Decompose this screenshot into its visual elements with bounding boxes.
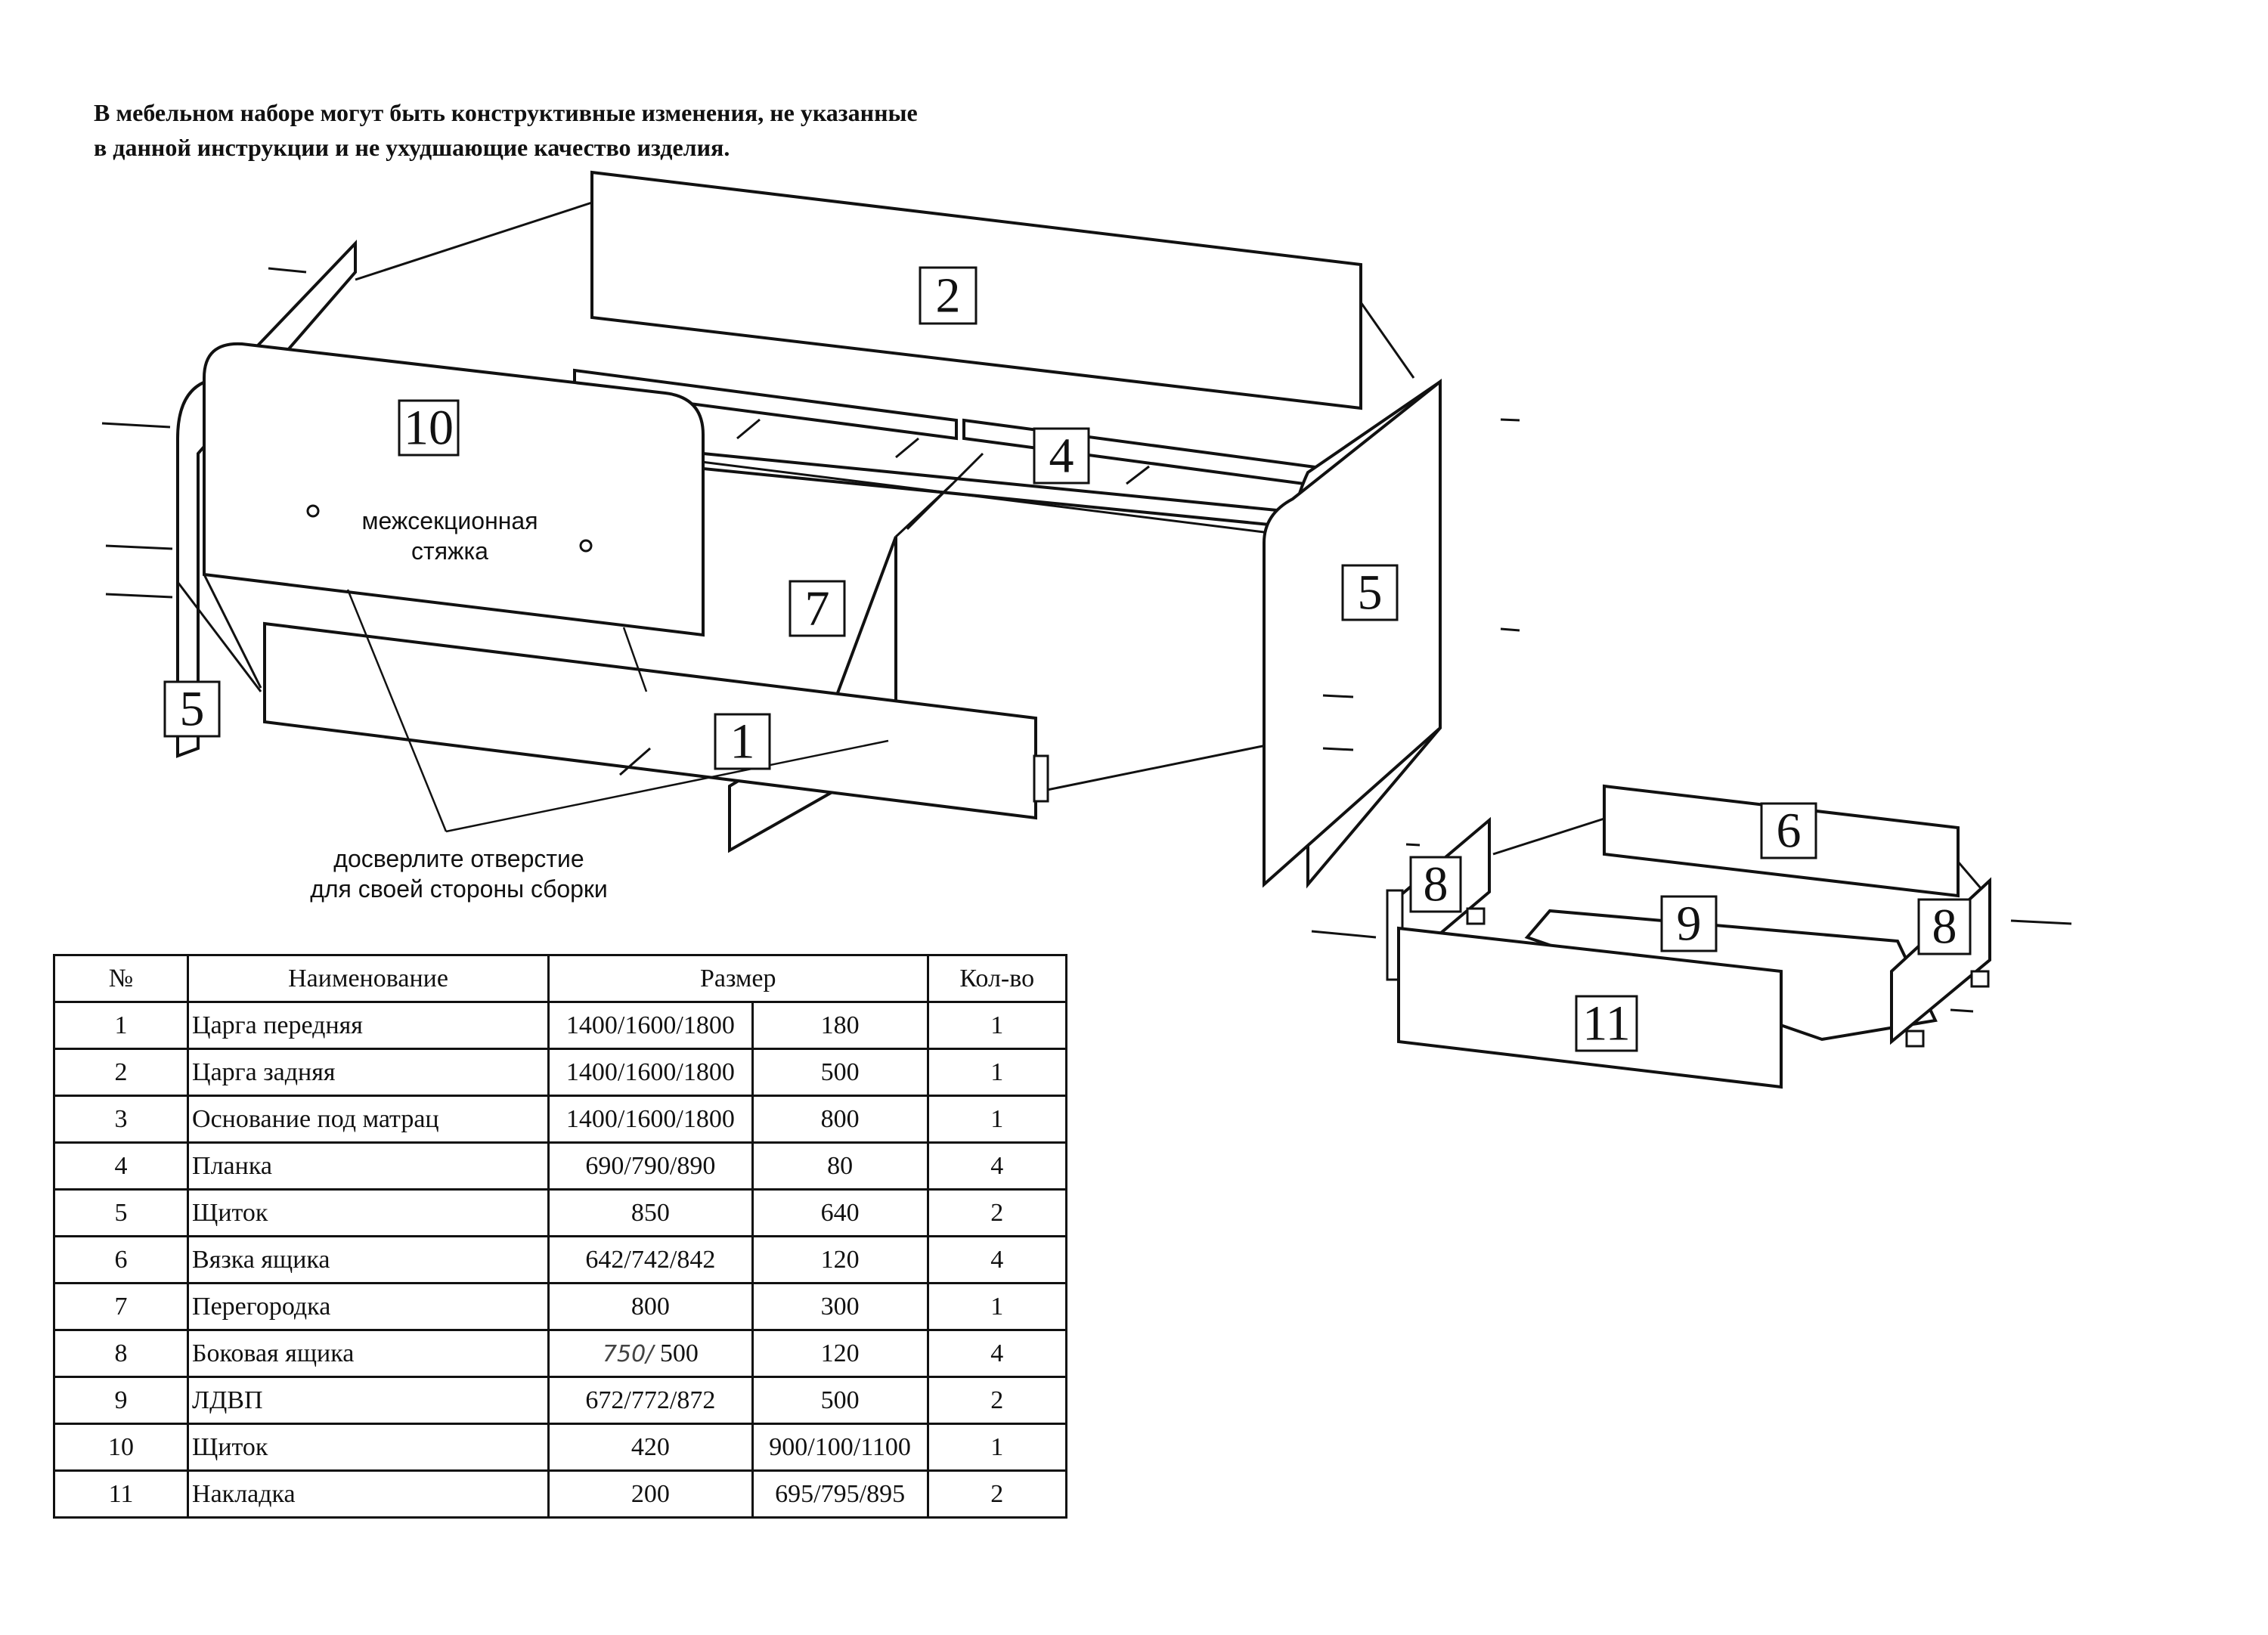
part-number: 4: [1049, 428, 1074, 484]
screw-icon: [2011, 921, 2071, 924]
cell-size-b: 640: [752, 1190, 928, 1237]
cell-quantity: 4: [928, 1143, 1067, 1190]
table-row: [54, 1237, 1067, 1284]
construction-line: [1361, 302, 1414, 378]
cell-quantity: 1: [928, 1096, 1067, 1143]
part-number: 11: [1582, 996, 1631, 1051]
screw-icon: [1950, 1010, 1973, 1011]
cell-size-a: 1400/1600/1800: [549, 1049, 753, 1096]
cell-size-b: 300: [752, 1284, 928, 1330]
drill-note-line-1: досверлите отверстие: [333, 845, 584, 872]
cell-name: Перегородка: [188, 1284, 549, 1330]
notice-line-1: В мебельном наборе могут быть конструктивные изменения, не указанные: [94, 99, 918, 126]
cell-name: Основание под матрац: [188, 1096, 549, 1143]
part-number: 5: [1357, 565, 1383, 621]
cell-size-a: [549, 1330, 753, 1377]
parts-table: [53, 954, 1067, 1519]
table-row: [54, 1190, 1067, 1237]
table-row: [54, 1049, 1067, 1096]
cell-number: 8: [54, 1330, 188, 1377]
cell-number: 6: [54, 1237, 188, 1284]
part-number: 10: [404, 400, 454, 456]
label-part-5-left: [165, 682, 219, 737]
screw-icon: [1406, 844, 1420, 845]
cell-number: 7: [54, 1284, 188, 1330]
construction-line: [1493, 819, 1604, 854]
cell-size-b: 500: [752, 1049, 928, 1096]
label-part-5-right: [1343, 565, 1397, 621]
part-number: 9: [1676, 896, 1702, 952]
screw-icon: [1312, 931, 1376, 937]
cell-size-b: 900/100/1100: [752, 1424, 928, 1471]
part-number: 2: [935, 268, 961, 324]
cell-name: Царга передняя: [188, 1002, 549, 1049]
cell-number: 2: [54, 1049, 188, 1096]
label-part-10: [399, 401, 458, 456]
table-header-row: [54, 955, 1067, 1002]
cell-number: 9: [54, 1377, 188, 1424]
cell-number: 5: [54, 1190, 188, 1237]
label-part-2: [920, 268, 976, 324]
header-size: Размер: [549, 955, 928, 1002]
tie-hole-icon: [581, 540, 591, 551]
cell-name: Царга задняя: [188, 1049, 549, 1096]
table-row: [54, 1284, 1067, 1330]
wheel-icon: [1467, 909, 1484, 924]
cell-size-b: 80: [752, 1143, 928, 1190]
label-part-11: [1576, 996, 1637, 1051]
cell-size-b: 120: [752, 1237, 928, 1284]
screw-icon: [737, 420, 760, 438]
tie-note-line-1: межсекционная: [361, 507, 538, 534]
construction-line: [1047, 745, 1270, 790]
part-10-headboard: [204, 344, 703, 635]
tie-hole-icon: [308, 506, 318, 516]
cell-number: 4: [54, 1143, 188, 1190]
handwritten-note: 750/: [602, 1340, 654, 1367]
cell-size-b: 180: [752, 1002, 928, 1049]
cell-number: 11: [54, 1471, 188, 1518]
tie-note-line-2: стяжка: [411, 537, 488, 565]
part-number: 5: [179, 681, 205, 737]
screw-icon: [896, 438, 919, 457]
table-row: [54, 1377, 1067, 1424]
table-row: [54, 1330, 1067, 1377]
cell-name: ЛДВП: [188, 1377, 549, 1424]
cell-quantity: 2: [928, 1471, 1067, 1518]
table-row: [54, 1143, 1067, 1190]
table-row: [54, 1002, 1067, 1049]
cell-quantity: 1: [928, 1002, 1067, 1049]
label-part-4: [1034, 429, 1089, 484]
part-number: 7: [804, 581, 830, 636]
cell-size-a: 800: [549, 1284, 753, 1330]
screw-icon: [1323, 748, 1353, 750]
rail-bracket: [1034, 756, 1048, 801]
cell-size-a: 200: [549, 1471, 753, 1518]
screw-icon: [1501, 629, 1520, 630]
cell-size-a: 420: [549, 1424, 753, 1471]
screw-icon: [102, 423, 170, 427]
cell-number: 1: [54, 1002, 188, 1049]
cell-size-b: 695/795/895: [752, 1471, 928, 1518]
table-row: [54, 1471, 1067, 1518]
size-value: 500: [659, 1339, 699, 1367]
cell-quantity: 1: [928, 1284, 1067, 1330]
cell-quantity: 1: [928, 1049, 1067, 1096]
cell-size-a: 642/742/842: [549, 1237, 753, 1284]
cell-quantity: 4: [928, 1330, 1067, 1377]
label-part-6: [1761, 804, 1816, 859]
screw-icon: [268, 268, 306, 272]
part-number: 6: [1776, 803, 1802, 859]
table-row: [54, 1096, 1067, 1143]
cell-name: Боковая ящика: [188, 1330, 549, 1377]
cell-size-a: 1400/1600/1800: [549, 1096, 753, 1143]
label-part-9: [1662, 896, 1716, 952]
construction-line: [1958, 862, 1981, 888]
construction-line: [355, 203, 592, 280]
screw-icon: [106, 546, 172, 549]
part-number: 1: [730, 714, 755, 770]
part-4-slat-back-right: [964, 420, 1315, 485]
cell-name: Щиток: [188, 1190, 549, 1237]
notice-line-2: в данной инструкции и не ухудшающие качество изделия.: [94, 134, 730, 161]
screw-icon: [106, 594, 172, 597]
cell-number: 10: [54, 1424, 188, 1471]
cell-size-a: 850: [549, 1190, 753, 1237]
label-part-8-left: [1411, 857, 1461, 912]
screw-icon: [1126, 466, 1149, 484]
header-number: №: [54, 955, 188, 1002]
cell-size-b: 800: [752, 1096, 928, 1143]
header-name: Наименование: [188, 955, 549, 1002]
part-number: 8: [1423, 856, 1448, 912]
cell-quantity: 1: [928, 1424, 1067, 1471]
drill-note-line-2: для своей стороны сборки: [310, 875, 608, 903]
wheel-icon: [1907, 1031, 1923, 1046]
cell-number: 3: [54, 1096, 188, 1143]
wheel-icon: [1972, 971, 1988, 986]
cell-name: Планка: [188, 1143, 549, 1190]
cell-size-b: 120: [752, 1330, 928, 1377]
table-row: [54, 1424, 1067, 1471]
label-part-1: [715, 714, 770, 770]
construction-line: [204, 574, 261, 688]
screw-icon: [1323, 695, 1353, 697]
header-quantity: Кол-во: [928, 955, 1067, 1002]
label-part-7: [790, 581, 844, 636]
cell-name: Вязка ящика: [188, 1237, 549, 1284]
label-part-8-right: [1919, 900, 1970, 955]
cell-name: Накладка: [188, 1471, 549, 1518]
cell-size-a: 690/790/890: [549, 1143, 753, 1190]
cell-quantity: 4: [928, 1237, 1067, 1284]
cell-size-a: 1400/1600/1800: [549, 1002, 753, 1049]
cell-quantity: 2: [928, 1190, 1067, 1237]
cell-quantity: 2: [928, 1377, 1067, 1424]
part-number: 8: [1932, 899, 1957, 955]
cell-name: Щиток: [188, 1424, 549, 1471]
cell-size-b: 500: [752, 1377, 928, 1424]
cell-size-a: 672/772/872: [549, 1377, 753, 1424]
